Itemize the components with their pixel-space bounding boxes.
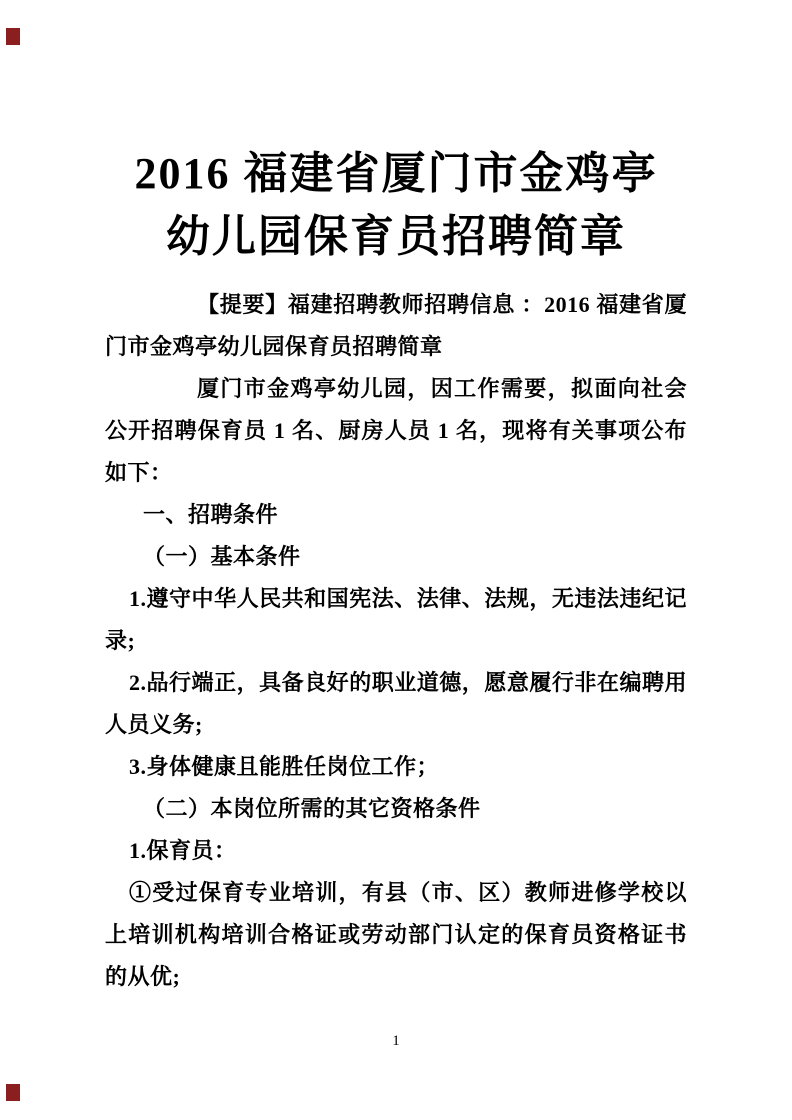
paragraph: 一、招聘条件 bbox=[143, 502, 279, 527]
paragraph: 3.身体健康且能胜任岗位工作； bbox=[129, 754, 440, 779]
paragraph: 【提要】福建招聘教师招聘信息 ：2016 福建省厦门市金鸡亭幼儿园保育员招聘简章 bbox=[105, 292, 687, 359]
document-title bbox=[0, 0, 792, 268]
paragraph: （一）基本条件 bbox=[143, 544, 301, 569]
red-corner-mark-top bbox=[6, 28, 20, 45]
paragraph: 厦门市金鸡亭幼儿园，因工作需要，拟面向社会公开招聘保育员 1 名、厨房人员 1 名，现将有关事项公布如下： bbox=[105, 376, 687, 485]
page-number: 1 bbox=[392, 1033, 400, 1049]
red-corner-mark-bottom bbox=[6, 1084, 20, 1101]
document-body bbox=[105, 284, 687, 998]
paragraph: 1.保育员： bbox=[129, 838, 237, 863]
paragraph: 1.遵守中华人民共和国宪法、法律、法规，无违法违纪记录; bbox=[105, 586, 687, 653]
paragraph: ①受过保育专业培训，有县（市、区）教师进修学校以上培训机构培训合格证或劳动部门认定的保育员资格证书的从优; bbox=[105, 880, 687, 989]
title-line-2: 幼儿园保育员招聘简章 bbox=[166, 212, 626, 261]
title-line-1: 2016 福建省厦门市金鸡亭 bbox=[134, 149, 658, 198]
paragraph: （二）本岗位所需的其它资格条件 bbox=[143, 796, 481, 821]
paragraph: 2.品行端正，具备良好的职业道德，愿意履行非在编聘用人员义务; bbox=[105, 670, 687, 737]
